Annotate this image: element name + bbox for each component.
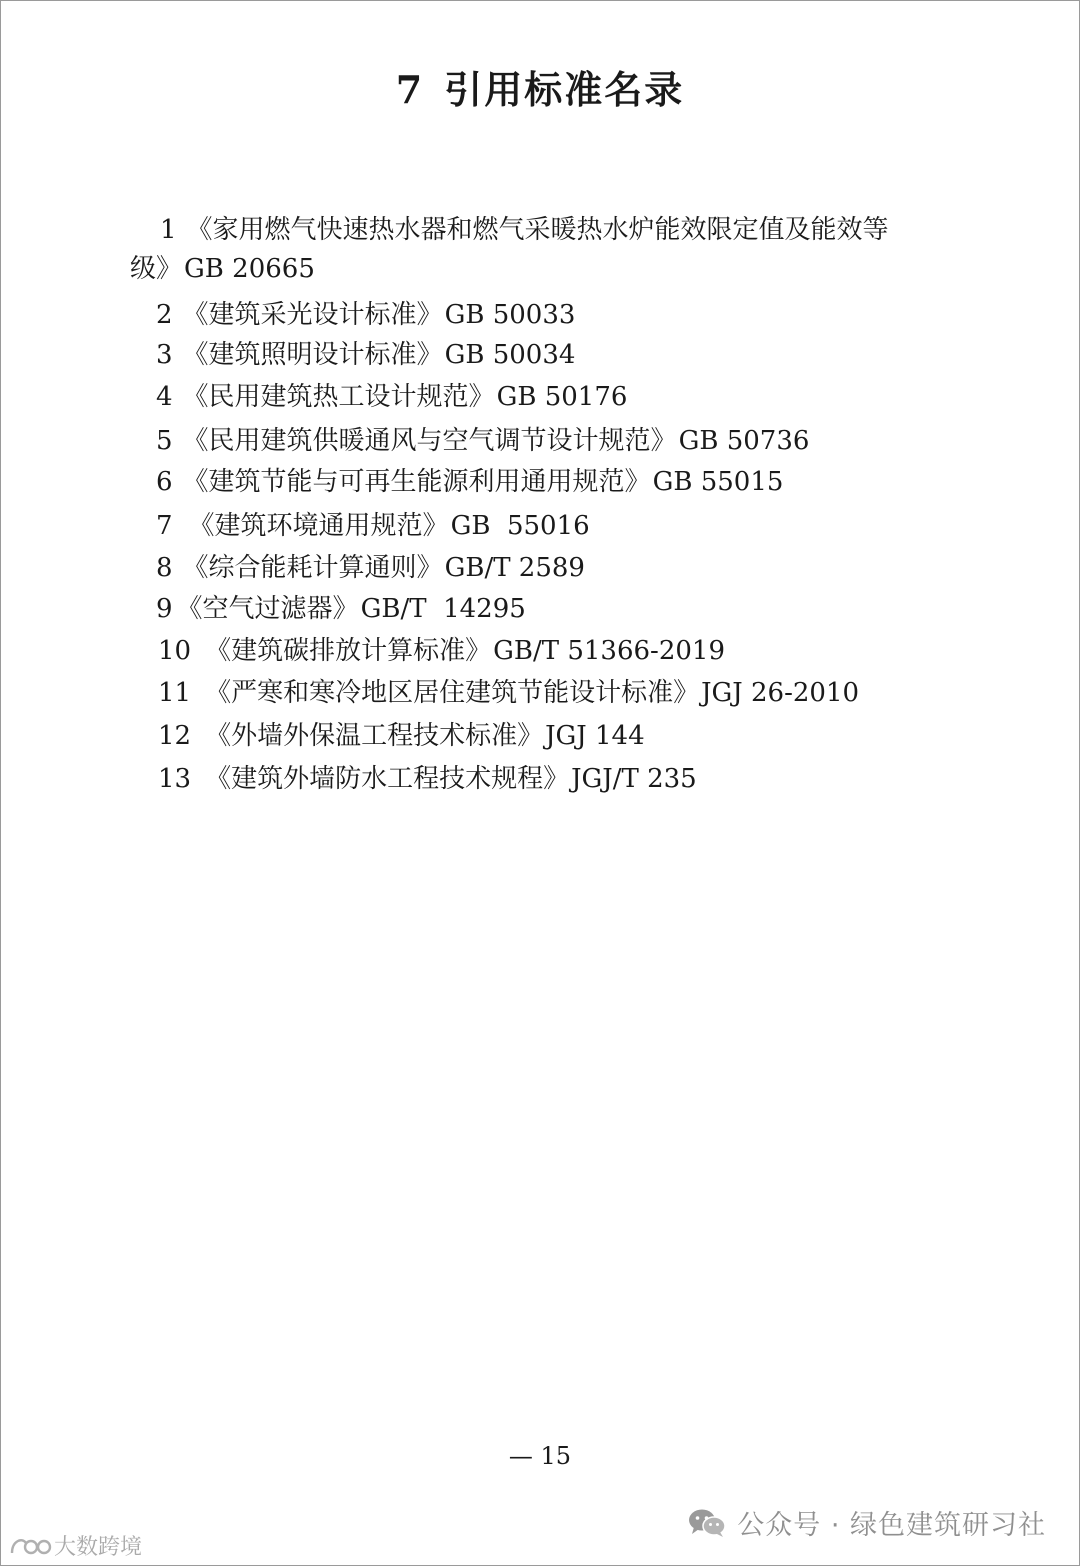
reference-title: 《建筑照明设计标准》 [182,340,443,370]
reference-code: GB 50736 [678,426,810,456]
reference-code: GB 50033 [444,300,576,330]
reference-index: 3 [156,340,173,370]
reference-title: 《建筑外墙防水工程技术规程》 [205,764,570,794]
reference-index: 8 [156,553,173,583]
section-title: 引用标准名录 [444,67,685,112]
reference-title: 《建筑采光设计标准》 [182,300,443,330]
reference-index: 10 [158,636,192,666]
reference-title: 《民用建筑供暖通风与空气调节设计规范》 [182,426,677,456]
watermark-text: 公众号 · 绿色建筑研习社 [737,1510,1046,1541]
reference-title: 《家用燃气快速热水器和燃气采暖热水炉能效限定值及能效等 [186,215,889,245]
reference-index: 5 [156,426,173,456]
reference-item-6 [156,466,783,498]
section-heading [0,62,1080,118]
reference-title: 《建筑节能与可再生能源利用通用规范》 [182,467,651,497]
reference-code: GB 20665 [184,254,315,284]
wechat-icon [687,1508,727,1538]
reference-title: 《空气过滤器》 [176,594,359,624]
reference-code: JGJ 144 [545,721,645,751]
brand-watermark [8,1530,142,1561]
wechat-watermark [687,1503,1046,1542]
reference-code: GB/T 2589 [444,553,585,583]
reference-item-9 [156,593,526,625]
reference-index: 2 [156,300,173,330]
reference-title: 《民用建筑热工设计规范》 [182,382,495,412]
reference-item-10 [158,635,725,667]
brand-text: 大数跨境 [54,1535,143,1560]
reference-title: 《建筑环境通用规范》 [188,511,449,541]
reference-index: 9 [156,594,173,624]
reference-index: 7 [156,511,173,541]
reference-item-13 [158,763,697,795]
reference-title: 《外墙外保温工程技术标准》 [205,721,544,751]
reference-item-5 [156,425,809,457]
reference-code: JGJ 26-2010 [701,678,860,708]
reference-item-2 [156,299,575,331]
reference-title: 《建筑碳排放计算标准》 [205,636,492,666]
reference-index: 12 [158,721,192,751]
reference-index: 6 [156,467,173,497]
page-number: — 15 [508,1442,572,1470]
reference-title: 《严寒和寒冷地区居住建筑节能设计标准》 [205,678,700,708]
reference-index: 4 [156,382,173,412]
reference-index: 1 [160,215,177,245]
reference-item-12 [158,720,645,752]
section-number: 7 [395,67,425,112]
reference-item-4 [156,381,627,413]
reference-item-1 [130,214,990,285]
reference-index: 13 [158,764,192,794]
reference-item-8 [156,552,585,584]
reference-title: 《综合能耗计算通则》 [182,553,443,583]
reference-code: GB/T 14295 [360,594,526,624]
reference-index: 11 [158,678,192,708]
reference-item-11 [158,677,859,709]
reference-code: GB 55016 [450,511,590,541]
brand-logo-icon [8,1533,52,1559]
reference-code: GB 50176 [496,382,628,412]
reference-code: GB 55015 [652,467,784,497]
reference-code: GB/T 51366-2019 [493,636,726,666]
reference-code: JGJ/T 235 [571,764,697,794]
reference-title-continued: 级》 [130,254,183,284]
reference-item-3 [156,339,575,371]
reference-code: GB 50034 [444,340,576,370]
reference-item-7 [156,510,590,542]
